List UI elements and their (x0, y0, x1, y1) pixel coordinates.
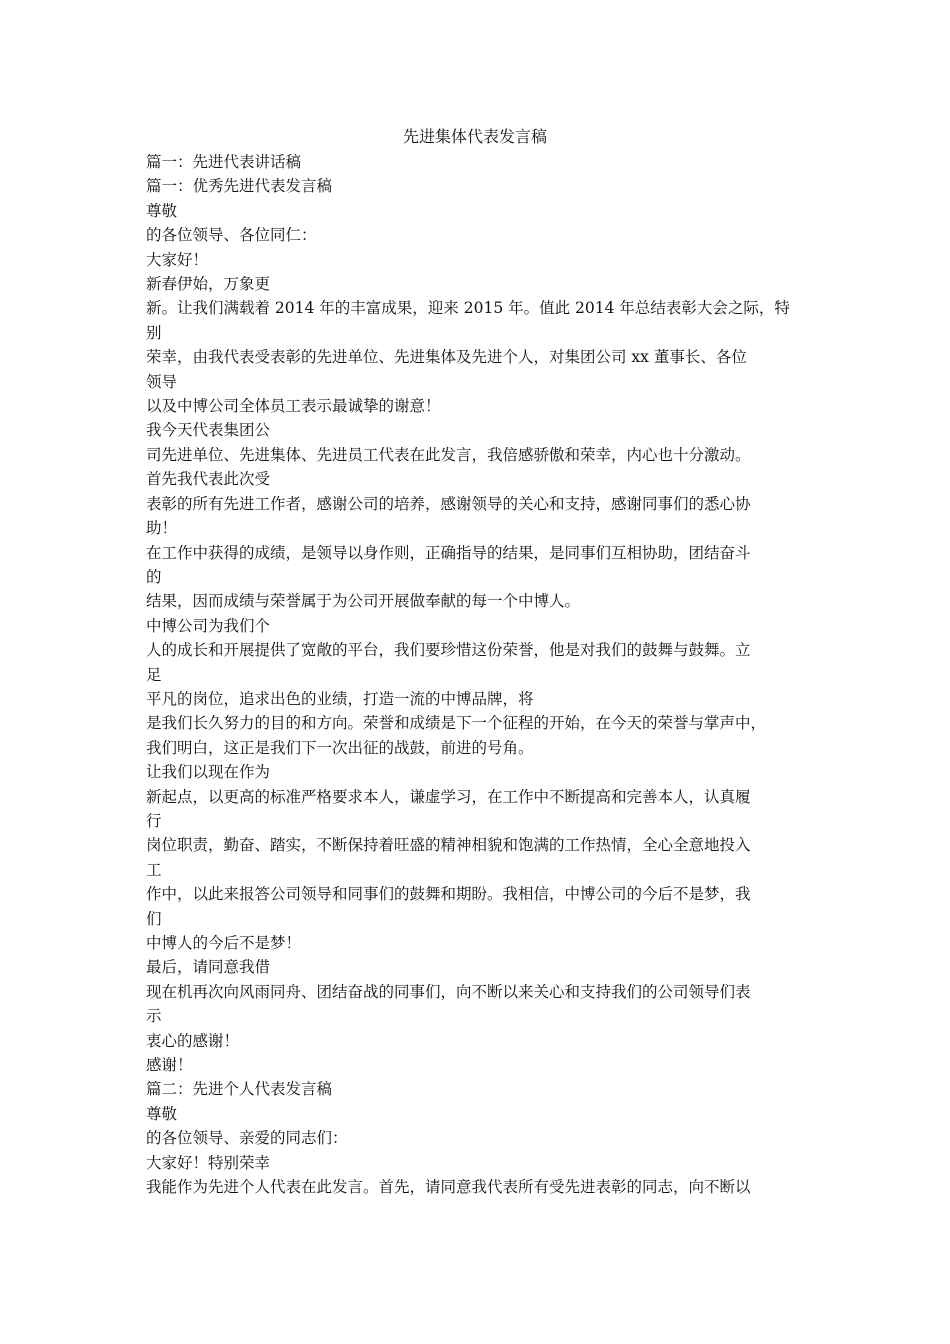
text-line: 荣幸，由我代表受表彰的先进单位、先进集体及先进个人，对集团公司 xx 董事长、各位 (146, 348, 747, 367)
text-line: 别 (146, 323, 162, 342)
document-body (146, 150, 810, 1199)
text-line: 篇一：先进代表讲话稿 (146, 153, 302, 171)
text-line: 首先我代表此次受 (146, 470, 271, 489)
text-line: 足 (146, 665, 162, 684)
text-line: 我们明白，这正是我们下一次出征的战鼓，前进的号角。 (146, 738, 534, 757)
text-line: 以及中博公司全体员工表示最诚挚的谢意！ (146, 397, 441, 416)
text-line: 司先进单位、先进集体、先进员工代表在此发言，我倍感骄傲和荣幸，内心也十分激动。 (146, 445, 751, 464)
text-line: 工 (146, 860, 162, 879)
text-line: 领导 (146, 372, 178, 391)
text-line: 感谢！ (146, 1056, 193, 1075)
text-line: 们 (146, 909, 162, 928)
text-line: 示 (146, 1007, 162, 1026)
text-line: 现在机再次向风雨同舟、团结奋战的同事们，向不断以来关心和支持我们的公司领导们表 (146, 982, 751, 1001)
text-line: 尊敬 (146, 1104, 178, 1123)
text-line: 的 (146, 567, 162, 586)
text-line: 人的成长和开展提供了宽敞的平台，我们要珍惜这份荣誉，他是对我们的鼓舞与鼓舞。立 (146, 641, 751, 660)
text-line: 让我们以现在作为 (146, 763, 271, 782)
text-line: 在工作中获得的成绩，是领导以身作则，正确指导的结果，是同事们互相协助，团结奋斗 (146, 543, 751, 562)
text-line: 最后，请同意我借 (146, 958, 271, 977)
text-line: 的各位领导、亲爱的同志们： (146, 1129, 348, 1148)
text-line: 新起点，以更高的标准严格要求本人，谦虚学习，在工作中不断提高和完善本人，认真履 (146, 787, 751, 806)
text-line: 是我们长久努力的目的和方向。荣誉和成绩是下一个征程的开始，在今天的荣誉与掌声中， (146, 714, 767, 733)
text-line: 结果，因而成绩与荣誉属于为公司开展做奉献的每一个中博人。 (146, 592, 581, 611)
text-line: 作中，以此来报答公司领导和同事们的鼓舞和期盼。我相信，中博公司的今后不是梦，我 (146, 885, 751, 904)
text-line: 篇二：先进个人代表发言稿 (146, 1080, 333, 1099)
text-line: 篇一：优秀先进代表发言稿 (146, 177, 333, 196)
text-line: 中博公司为我们个 (146, 616, 271, 635)
text-line: 表彰的所有先进工作者，感谢公司的培养，感谢领导的关心和支持，感谢同事们的悉心协 (146, 494, 751, 513)
text-line: 衷心的感谢！ (146, 1031, 240, 1050)
text-line: 我能作为先进个人代表在此发言。首先，请同意我代表所有受先进表彰的同志，向不断以 (146, 1178, 751, 1197)
text-line: 新春伊始，万象更 (146, 275, 271, 294)
text-line: 大家好！ (146, 250, 209, 269)
text-line: 助！ (146, 519, 178, 538)
text-line: 岗位职责，勤奋、踏实，不断保持着旺盛的精神相貌和饱满的工作热情，全心全意地投入 (146, 836, 751, 855)
text-line: 新。让我们满载着 2014 年的丰富成果，迎来 2015 年。值此 2014 年总结表彰大会之际，特 (146, 299, 790, 318)
text-line: 我今天代表集团公 (146, 421, 271, 440)
text-line: 的各位领导、各位同仁： (146, 226, 317, 245)
text-line: 行 (146, 811, 162, 830)
text-line: 大家好！特别荣幸 (146, 1153, 271, 1172)
text-line: 平凡的岗位，追求出色的业绩，打造一流的中博品牌，将 (146, 689, 534, 708)
document-title: 先进集体代表发言稿 (402, 127, 547, 146)
text-line: 尊敬 (146, 201, 178, 220)
text-line: 中博人的今后不是梦！ (146, 934, 302, 952)
